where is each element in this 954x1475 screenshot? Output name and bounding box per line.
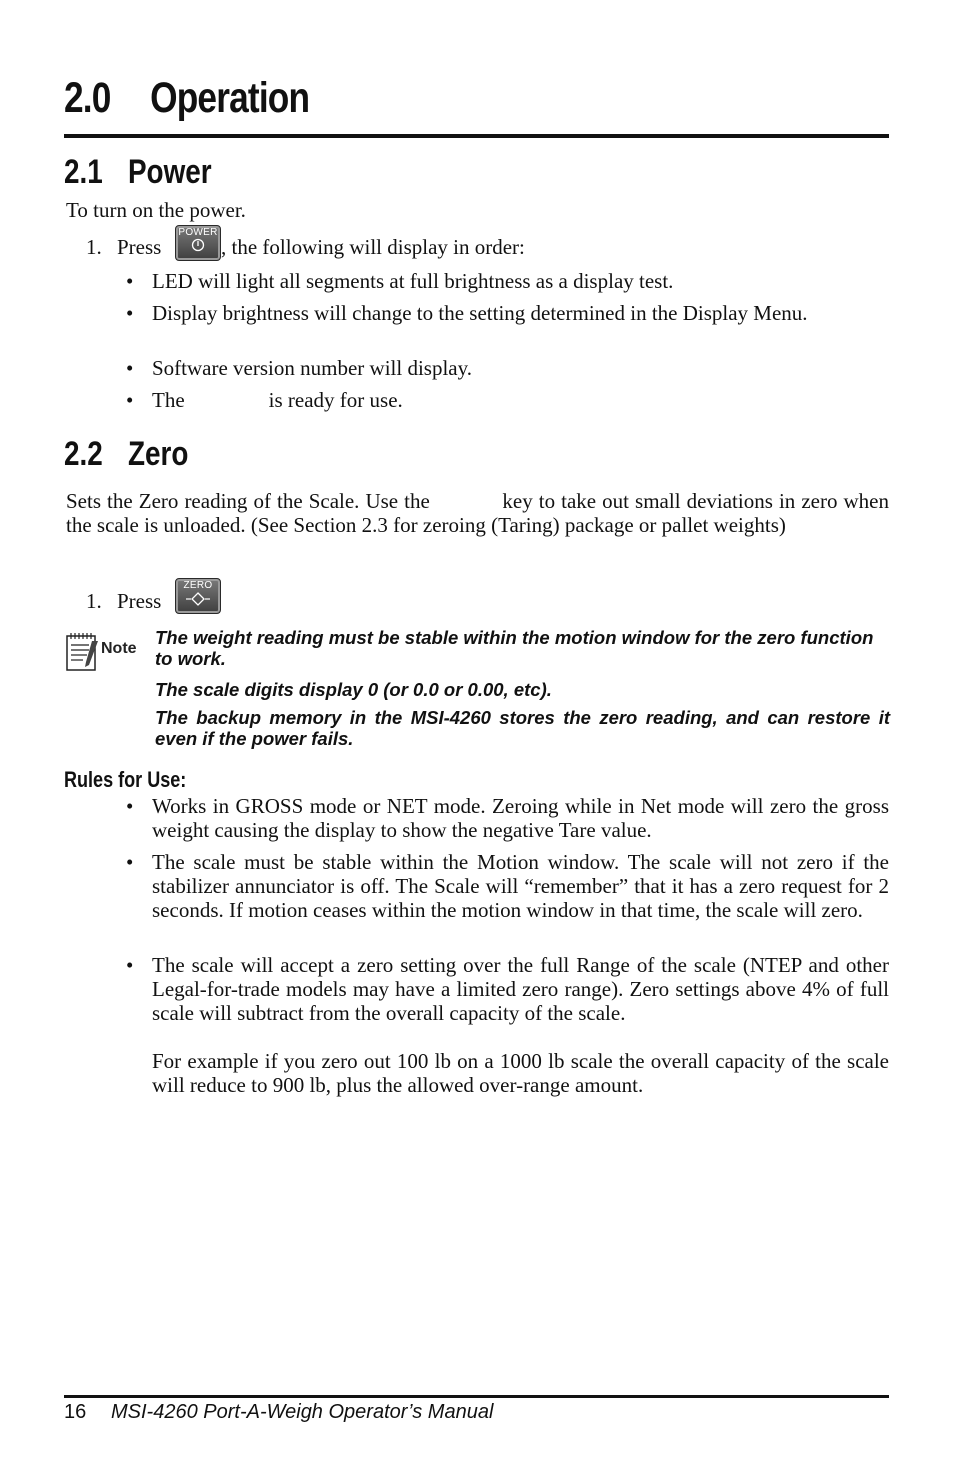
power-key [175,225,221,261]
rules-bullet-3: The scale will accept a zero setting over the full Range of the scale (NTEP and other Legal-for-trade models may have a limited zero range). Zero settings above 4% of full scale will subtract from the overall capacity of the scale. [152,953,889,1025]
footer-rule [64,1395,889,1398]
power-key-label: POWER [178,227,218,238]
manual-title: MSI-4260 Port-A-Weigh Operator’s Manual [111,1401,494,1423]
bullet-marker: • [126,301,134,325]
zero-key [175,578,221,614]
power-bullet-2: Display brightness will change to the setting determined in the Display Menu. [152,301,808,325]
rules-example: For example if you zero out 100 lb on a 1000 lb scale the overall capacity of the scale will reduce to 900 lb, plus the allowed over-range amount. [152,1049,889,1097]
section-title: Power [127,153,212,191]
zero-key-label: ZERO [183,580,213,591]
note-label: Note [101,640,137,657]
bullet-marker: • [126,356,134,380]
section-number: 2.1 [64,153,103,191]
bullet-marker: • [126,850,134,874]
power-step-prefix: Press [117,235,162,259]
section-title: Zero [127,435,189,473]
chapter-number: 2.0 [64,74,111,122]
note-3: The backup memory in the MSI-4260 stores the zero reading, and can restore it even if the power fails. [155,707,890,749]
note-icon [65,631,145,675]
bullet-marker: • [126,794,134,818]
section-heading-power [64,153,212,192]
rules-heading: Rules for Use: [64,767,187,792]
zero-intro: Sets the Zero reading of the Scale. Use the key to take out small deviations in zero when the scale is unloaded. (See Section 2.3 for zeroing (Taring) package or pallet weights) [66,489,895,537]
section-number: 2.2 [64,435,103,473]
zero-step-prefix: Press [117,589,162,613]
power-step-suffix: , the following will display in order: [221,235,525,259]
page-number: 16 [64,1401,87,1423]
chapter-title: Operation [150,74,310,122]
chapter-rule [64,134,889,138]
section-heading-zero [64,435,188,474]
power-intro: To turn on the power. [66,198,246,222]
power-bullet-3: Software version number will display. [152,356,472,380]
chapter-heading [64,74,309,123]
power-step-number: 1. [86,235,102,259]
zero-step-number: 1. [86,589,102,613]
power-bullet-1: LED will light all segments at full brightness as a display test. [152,269,674,293]
zero-diamond-icon [176,591,220,610]
note-2: The scale digits display 0 (or 0.0 or 0.00, etc). [155,679,552,700]
power-icon [176,238,220,255]
bullet-marker: • [126,953,134,977]
power-bullet-4: The is ready for use. [152,388,403,412]
note-1: The weight reading must be stable within the motion window for the zero function to work. [155,627,874,669]
rules-bullet-1: Works in GROSS mode or NET mode. Zeroing while in Net mode will zero the gross weight causing the display to show the negative Tare value. [152,794,889,842]
page-footer [64,1401,493,1424]
bullet-marker: • [126,388,134,412]
bullet-marker: • [126,269,134,293]
rules-bullet-2: The scale must be stable within the Motion window. The scale will not zero if the stabilizer annunciator is off. The Scale will “remember” that it has a zero request for 2 seconds. If motion ceases within the motion window in that time, the scale will zero. [152,850,889,922]
